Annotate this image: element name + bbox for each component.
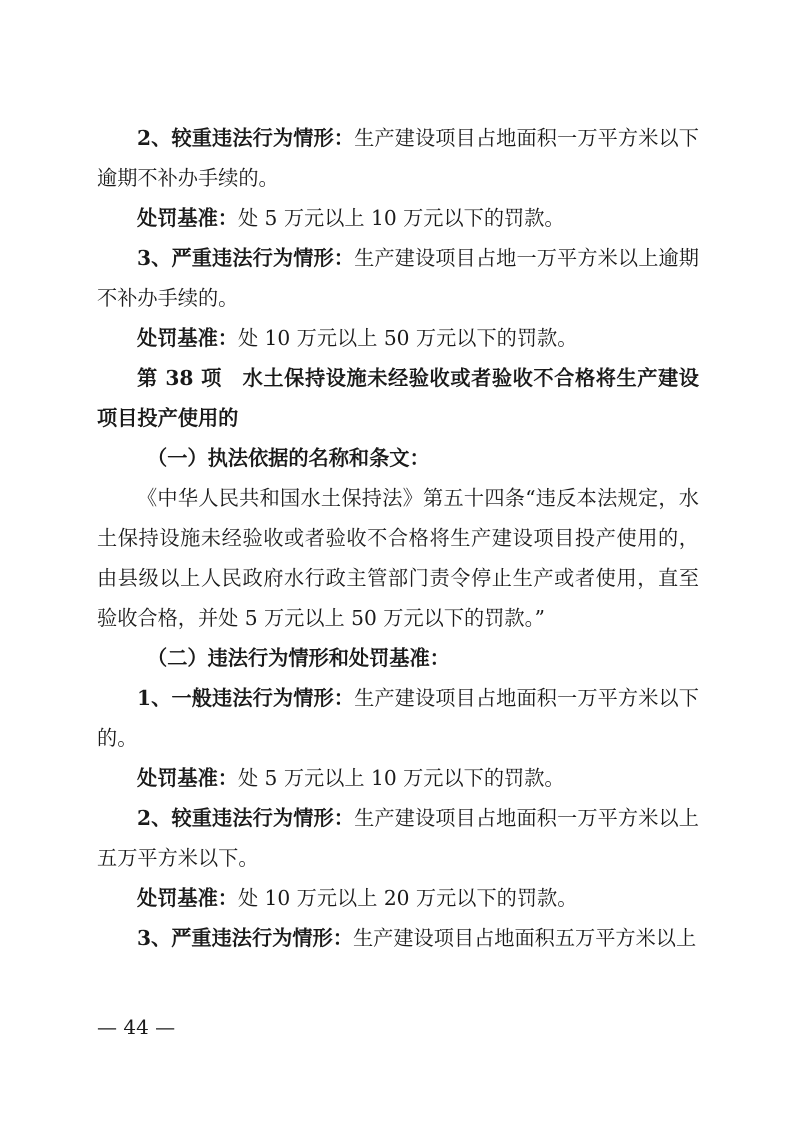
paragraph — [97, 678, 699, 758]
paragraph — [97, 198, 699, 238]
paragraph-text: 处 10 万元以上 20 万元以下的罚款。 — [237, 886, 578, 910]
paragraph — [97, 798, 699, 878]
section-title: 第 38 项 水土保持设施未经验收或者验收不合格将生产建设项目投产使用的 — [97, 366, 699, 430]
paragraph-text: 生产建设项目占地面积一万平方米以上五万平方米以下。 — [97, 806, 699, 870]
page-number: — 44 — — [97, 1015, 176, 1039]
paragraph — [97, 118, 699, 198]
paragraph-lead: 处罚基准： — [137, 206, 238, 230]
paragraph-text: 生产建设项目占地面积一万平方米以下的。 — [97, 686, 699, 750]
paragraph-lead: 处罚基准： — [137, 766, 238, 790]
paragraph-lead: 3、严重违法行为情形： — [137, 246, 355, 270]
paragraph-lead: 3、严重违法行为情形： — [137, 926, 353, 950]
paragraph — [97, 318, 699, 358]
paragraph-text: 生产建设项目占地面积五万平方米以上 — [352, 926, 697, 950]
paragraph — [97, 878, 699, 918]
paragraph-lead: 处罚基准： — [137, 886, 238, 910]
paragraph-text: 处 5 万元以上 10 万元以下的罚款。 — [237, 206, 565, 230]
paragraph — [97, 758, 699, 798]
paragraph-lead: 处罚基准： — [137, 326, 238, 350]
paragraph-text: 生产建设项目占地一万平方米以上逾期不补办手续的。 — [97, 246, 699, 310]
paragraph — [97, 918, 699, 958]
subsection-heading: （一）执法依据的名称和条文： — [147, 446, 430, 470]
paragraph — [97, 238, 699, 318]
paragraph-text: 生产建设项目占地面积一万平方米以下逾期不补办手续的。 — [97, 126, 699, 190]
document-body — [97, 118, 699, 958]
subsection-heading: （二）违法行为情形和处罚基准： — [147, 646, 450, 670]
paragraph-text: 处 5 万元以上 10 万元以下的罚款。 — [237, 766, 565, 790]
legal-basis-text: 《中华人民共和国水土保持法》第五十四条“违反本法规定，水土保持设施未经验收或者验收不合格将生产建设项目投产使用的，由县级以上人民政府水行政主管部门责令停止生产或者使用，直至验收合格，并处 5 万元以上 50 万元以下的罚款。” — [97, 486, 699, 630]
paragraph-text: 处 10 万元以上 50 万元以下的罚款。 — [237, 326, 578, 350]
paragraph-lead: 1、一般违法行为情形： — [137, 686, 355, 710]
paragraph-lead: 2、较重违法行为情形： — [137, 126, 355, 150]
paragraph-lead: 2、较重违法行为情形： — [137, 806, 355, 830]
